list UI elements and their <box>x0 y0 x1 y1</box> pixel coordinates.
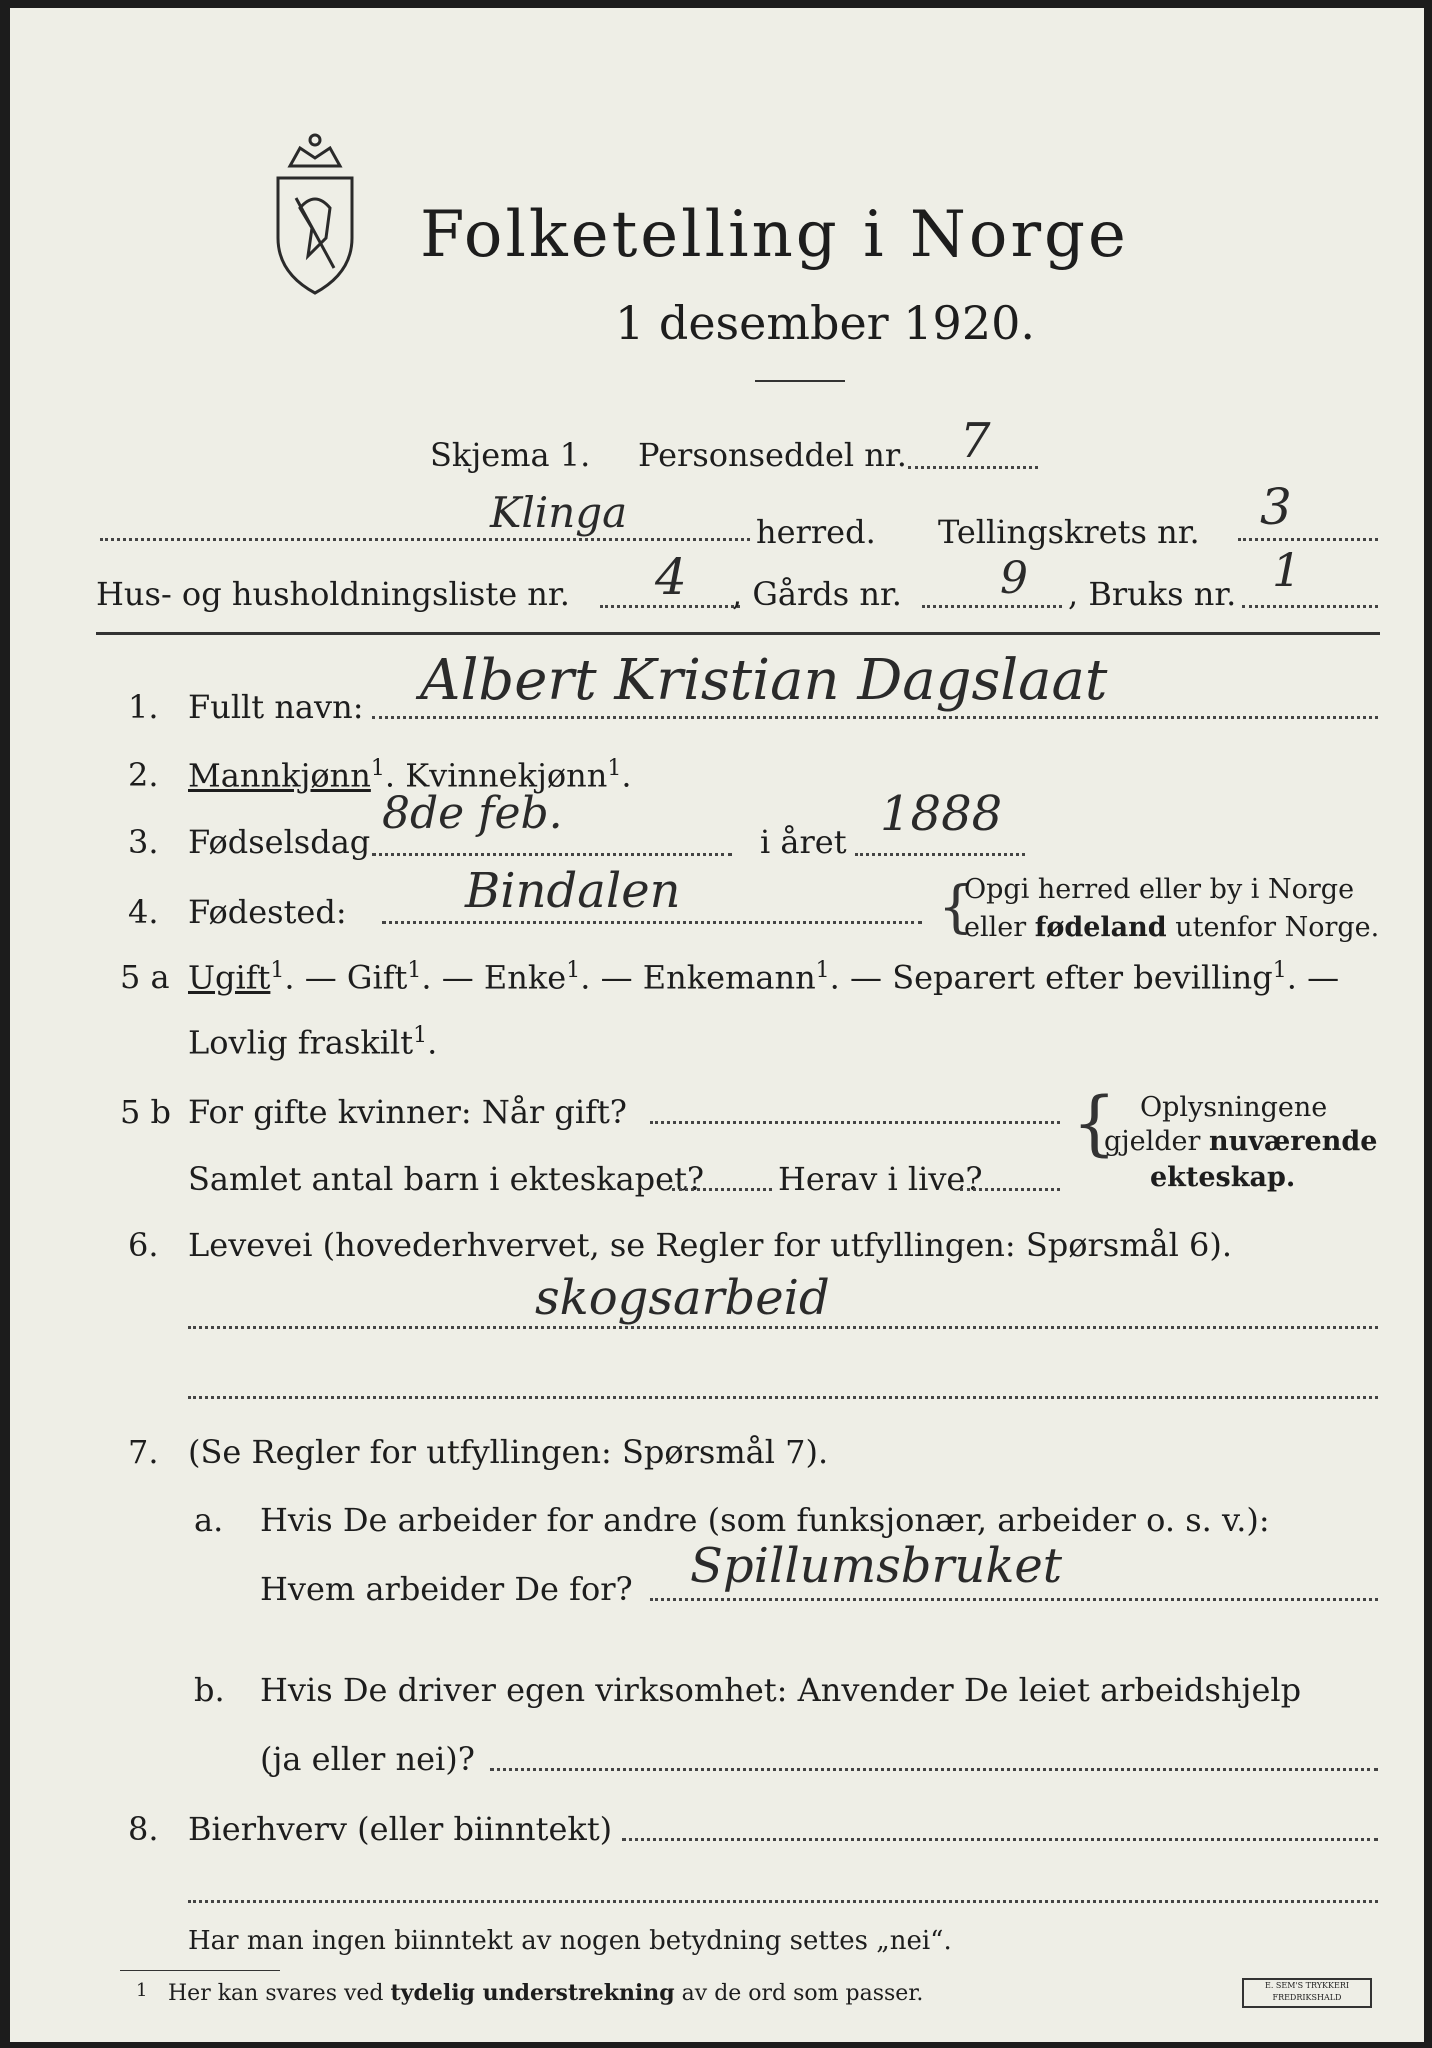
option-mannkjonn[interactable]: Mannkjønn <box>188 756 371 795</box>
year-field[interactable] <box>855 853 1025 856</box>
marital-options: Ugift$^1$. — Gift$^1$. — Enke$^1$. — Enkemann$^1$. — Separert efter bevilling$^1$. — <box>188 958 1340 997</box>
bruks-field[interactable] <box>1242 605 1378 608</box>
birthplace-value: Bindalen <box>465 863 681 919</box>
q7a-letter: a. <box>194 1501 224 1539</box>
tellingskrets-label: Tellingskrets nr. <box>938 513 1200 551</box>
footer-note: Har man ingen biinntekt av nogen betydning settes „nei“. <box>188 1926 952 1956</box>
header-separator <box>96 632 1380 635</box>
form-title: Folketelling i Norge <box>420 198 1129 272</box>
birthday-label: Fødselsdag <box>188 823 371 861</box>
employer-value: Spillumsbruket <box>690 1538 1063 1594</box>
birthday-field[interactable] <box>372 853 732 856</box>
birthplace-note-line1: Opgi herred eller by i Norge <box>964 874 1355 905</box>
footnote: Her kan svares ved tydelig understrekning av de ord som passer. <box>168 1980 924 2006</box>
option-enke[interactable]: Enke <box>483 958 567 997</box>
q7a-who-label: Hvem arbeider De for? <box>260 1570 633 1608</box>
option-ugift[interactable]: Ugift <box>188 958 271 997</box>
secondary-income-field[interactable] <box>622 1838 1378 1841</box>
year-label: i året <box>760 823 847 861</box>
q7-number: 7. <box>128 1433 159 1471</box>
q5b-number: 5 b <box>120 1093 172 1131</box>
full-name-value: Albert Kristian Dagslaat <box>420 648 1108 713</box>
tellingskrets-field[interactable] <box>1238 538 1378 541</box>
occupation-field[interactable] <box>188 1326 1378 1329</box>
note-5b-line2: gjelder nuværende <box>1104 1126 1378 1157</box>
q1-number: 1. <box>128 688 159 726</box>
herred-value: Klinga <box>490 488 628 537</box>
year-value: 1888 <box>880 786 1003 842</box>
q7b-letter: b. <box>194 1671 225 1709</box>
note-5b-line3: ekteskap. <box>1150 1162 1296 1193</box>
note-5b-line1: Oplysningene <box>1140 1092 1328 1123</box>
printer-stamp: E. SEM'S TRYKKERI FREDRIKSHALD <box>1242 1978 1372 2008</box>
birthplace-note-line2: eller fødeland utenfor Norge. <box>964 912 1380 943</box>
note-brace-5b: { <box>1072 1082 1117 1164</box>
coat-of-arms-icon <box>260 128 370 298</box>
bruks-value: 1 <box>1272 543 1302 597</box>
q7b-text: Hvis De driver egen virksomhet: Anvender De leiet arbeidshjelp <box>260 1671 1302 1709</box>
tellingskrets-value: 3 <box>1260 478 1292 536</box>
birthplace-label: Fødested: <box>188 893 347 931</box>
personseddel-value: 7 <box>960 413 991 469</box>
gards-field[interactable] <box>922 605 1062 608</box>
q1-label: Fullt navn: <box>188 688 364 726</box>
secondary-income-field-2[interactable] <box>188 1900 1378 1903</box>
birthplace-field[interactable] <box>382 921 922 924</box>
employer-field[interactable] <box>650 1598 1378 1601</box>
occupation-field-2[interactable] <box>188 1396 1378 1399</box>
note-brace: { <box>938 875 974 940</box>
married-when-label: For gifte kvinner: Når gift? <box>188 1093 627 1131</box>
q7a-text: Hvis De arbeider for andre (som funksjonær, arbeider o. s. v.): <box>260 1501 1270 1539</box>
husliste-label: Hus- og husholdningsliste nr. <box>96 575 570 613</box>
option-gift[interactable]: Gift <box>346 958 408 997</box>
husliste-value: 4 <box>655 548 687 606</box>
option-separert[interactable]: Separert efter bevilling <box>892 958 1273 997</box>
gards-label: , Gårds nr. <box>732 575 902 613</box>
married-when-field[interactable] <box>650 1121 1060 1124</box>
q7-label: (Se Regler for utfyllingen: Spørsmål 7). <box>188 1433 829 1471</box>
children-label: Samlet antal barn i ekteskapet? <box>188 1160 705 1198</box>
occupation-label: Levevei (hovederhvervet, se Regler for utfyllingen: Spørsmål 6). <box>188 1226 1233 1264</box>
birthday-value: 8de feb. <box>382 788 563 839</box>
alive-field[interactable] <box>960 1188 1060 1191</box>
title-divider <box>755 380 845 382</box>
hired-help-field[interactable] <box>490 1768 1378 1771</box>
occupation-value: skogsarbeid <box>535 1270 830 1326</box>
footnote-number: 1 <box>136 1980 148 2001</box>
q3-number: 3. <box>128 823 159 861</box>
q4-number: 4. <box>128 893 159 931</box>
herred-label: herred. <box>756 513 876 551</box>
q6-number: 6. <box>128 1226 159 1264</box>
option-fraskilt-line: Lovlig fraskilt$^1$. <box>188 1023 438 1062</box>
sex-options: Mannkjønn$^1$. Kvinnekjønn$^1$. <box>188 756 632 795</box>
census-form-page <box>10 8 1424 2042</box>
full-name-field[interactable] <box>372 716 1378 719</box>
secondary-income-label: Bierhverv (eller biinntekt) <box>188 1810 613 1848</box>
option-fraskilt[interactable]: Lovlig fraskilt <box>188 1023 414 1062</box>
footnote-rule <box>120 1970 280 1971</box>
option-enkemann[interactable]: Enkemann <box>642 958 816 997</box>
census-date: 1 desember 1920. <box>615 296 1035 350</box>
gards-value: 9 <box>1000 553 1028 604</box>
option-kvinnekjonn[interactable]: Kvinnekjønn <box>405 756 608 795</box>
q8-number: 8. <box>128 1810 159 1848</box>
bruks-label: , Bruks nr. <box>1068 575 1237 613</box>
personseddel-label: Personseddel nr. <box>638 436 907 474</box>
herred-field[interactable] <box>100 538 750 541</box>
skjema-label: Skjema 1. <box>430 436 591 474</box>
q7b-text-2: (ja eller nei)? <box>260 1740 475 1778</box>
alive-label: Herav i live? <box>778 1160 983 1198</box>
q2-number: 2. <box>128 756 159 794</box>
q5a-number: 5 a <box>120 958 170 996</box>
children-field[interactable] <box>672 1188 772 1191</box>
